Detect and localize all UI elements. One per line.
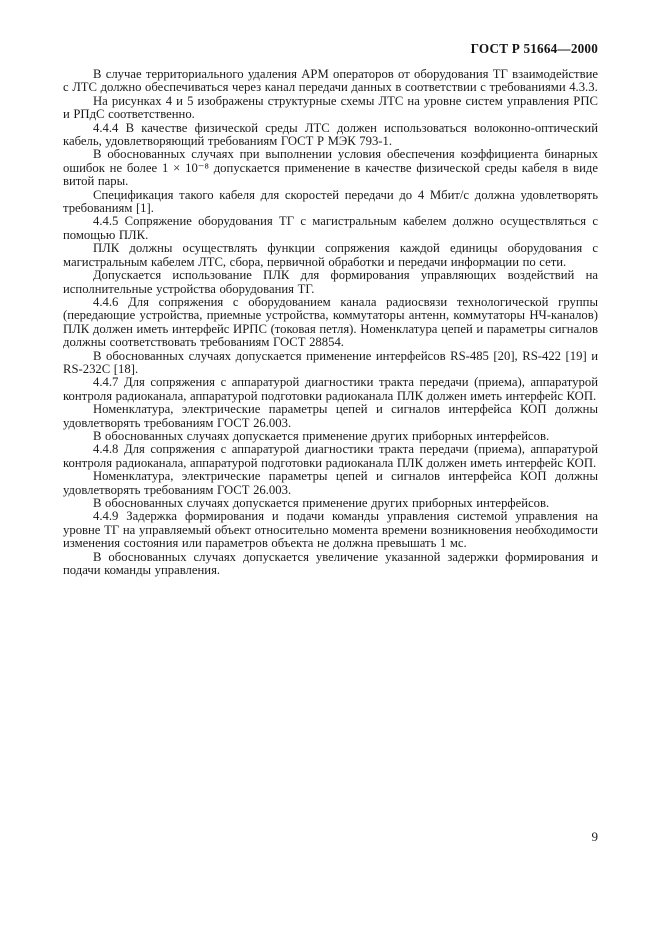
document-body — [63, 68, 598, 577]
clause-4-4-4: 4.4.4 В качестве физической среды ЛТС должен использоваться волоконно-оптический кабель, удовлетворяющий требованиям ГОСТ Р МЭК 793-1. — [63, 120, 598, 149]
paragraph-kop-requirements: Номенклатура, электрические параметры цепей и сигналов интерфейса КОП должны удовлетворять требованиям ГОСТ 26.003. — [63, 402, 598, 430]
paragraph-plc-control: Допускается использование ПЛК для формирования управляющих воздействий на исполнительные устройства оборудования ТГ. — [63, 268, 598, 296]
clause-4-4-7: 4.4.7 Для сопряжения с аппаратурой диагностики тракта передачи (приема), аппаратурой контроля радиоканала, аппаратурой подготовки радиоканала ПЛК должен иметь интерфейс КОП. — [63, 375, 598, 403]
paragraph-delay-increase: В обоснованных случаях допускается увеличение указанной задержки формирования и подачи команды управления. — [63, 549, 598, 578]
page-number: 9 — [591, 829, 598, 844]
paragraph-other-interfaces-2: В обоснованных случаях допускается применение других приборных интерфейсов. — [93, 496, 550, 510]
paragraph-figures-4-5: На рисунках 4 и 5 изображены структурные схемы ЛТС на уровне систем управления РПС и РПдС соответственно. — [63, 93, 598, 122]
clause-4-4-5: 4.4.5 Сопряжение оборудования ТГ с магистральным кабелем должно осуществляться с помощью ПЛК. — [63, 214, 598, 242]
running-header-gost-number: ГОСТ Р 51664—2000 — [470, 41, 598, 56]
paragraph-interfaces-rs: В обоснованных случаях допускается применение интерфейсов RS-485 [20], RS-422 [19] и RS-232C [18]. — [63, 348, 598, 376]
clause-4-4-8: 4.4.8 Для сопряжения с аппаратурой диагностики тракта передачи (приема), аппаратурой контроля радиоканала, аппаратурой подготовки радиоканала ПЛК должен иметь интерфейс КОП. — [63, 442, 598, 470]
paragraph-other-interfaces: В обоснованных случаях допускается применение других приборных интерфейсов. — [93, 428, 550, 443]
paragraph-plc-functions: ПЛК должны осуществлять функции сопряжения каждой единицы оборудования с магистральным кабелем ЛТС, сбора, первичной обработки и передачи информации по сети. — [63, 241, 598, 269]
clause-4-4-9: 4.4.9 Задержка формирования и подачи команды управления системой управления на уровне ТГ на управляемый объект относительно момента времени возникновения необходимости изменения состояния или параметров объекта не должна превышать 1 мс. — [63, 509, 598, 551]
clause-4-4-6: 4.4.6 Для сопряжения с оборудованием канала радиосвязи технологической группы (передающие устройства, приемные устройства, коммутаторы антенн, коммутаторы НЧ-каналов) ПЛК должен иметь интерфейс ИРПС (токовая петля). Номенклатура цепей и параметры сигналов должны соответствовать требованиям ГОСТ 28854. — [63, 294, 598, 350]
paragraph-cable-spec: Спецификация такого кабеля для скоростей передачи до 4 Мбит/с должна удовлетворять требованиям [1]. — [63, 187, 598, 216]
paragraph-binary-error: В обоснованных случаях при выполнении условия обеспечения коэффициента бинарных ошибок не более 1 × 10⁻⁸ допускается применение в качестве физической среды кабеля в виде витой пары. — [63, 147, 598, 189]
paragraph-kop-requirements-2: Номенклатура, электрические параметры цепей и сигналов интерфейса КОП должны удовлетворять требованиям ГОСТ 26.003. — [63, 469, 598, 497]
paragraph-arm-remote: В случае территориального удаления АРМ операторов от оборудования ТГ взаимодействие с ЛТС должно обеспечиваться через канал передачи данных в соответствии с требованиями 4.3.3. — [63, 67, 598, 95]
